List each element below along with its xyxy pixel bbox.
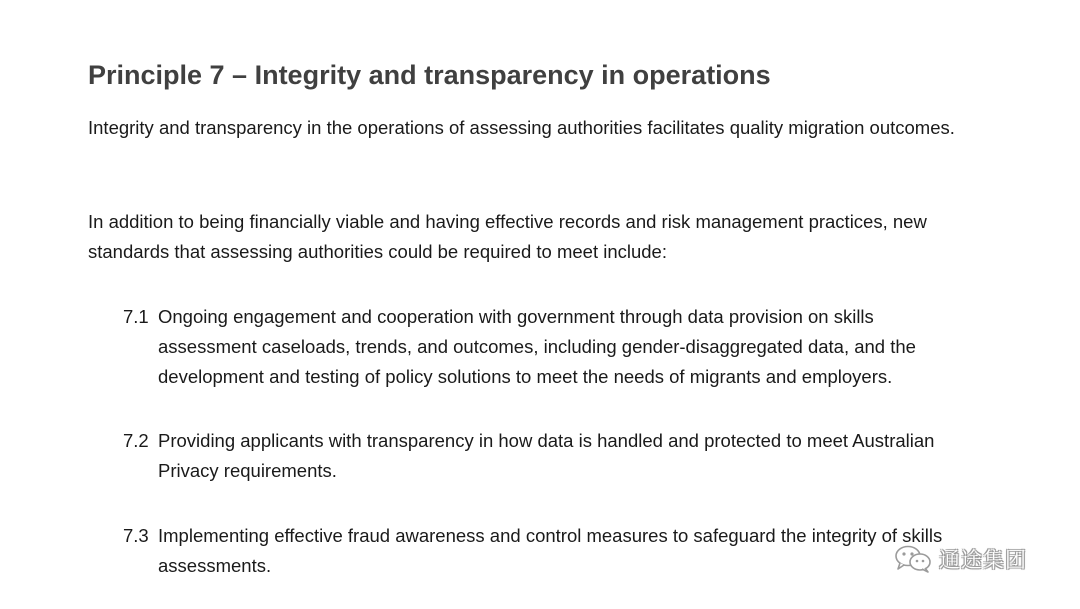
list-item xyxy=(123,302,963,392)
list-item-text: Implementing effective fraud awareness and control measures to safeguard the integrity of skills assessments. xyxy=(158,525,943,576)
list-item-number: 7.1 xyxy=(123,306,149,327)
list-item xyxy=(123,426,963,486)
list-item-number: 7.3 xyxy=(123,525,149,546)
page-title: Principle 7 – Integrity and transparency in operations xyxy=(88,60,771,90)
list-item-number: 7.2 xyxy=(123,430,149,451)
watermark-text: 通途集团 xyxy=(939,548,1027,572)
wechat-icon xyxy=(893,544,933,574)
list-item-text: Ongoing engagement and cooperation with government through data provision on skills assessment caseloads, trends, and outcomes, including gender-disaggregated data, and the development and testing of policy solutions to meet the needs of migrants and employers. xyxy=(158,306,916,387)
intro-paragraph: Integrity and transparency in the operations of assessing authorities facilitates quality migration outcomes. xyxy=(88,117,955,138)
list-item-text: Providing applicants with transparency in how data is handled and protected to meet Australian Privacy requirements. xyxy=(158,430,935,481)
list-item xyxy=(123,521,963,581)
standards-paragraph: In addition to being financially viable and having effective records and risk management practices, new standards that assessing authorities could be required to meet include: xyxy=(88,211,927,262)
watermark xyxy=(893,544,1027,574)
